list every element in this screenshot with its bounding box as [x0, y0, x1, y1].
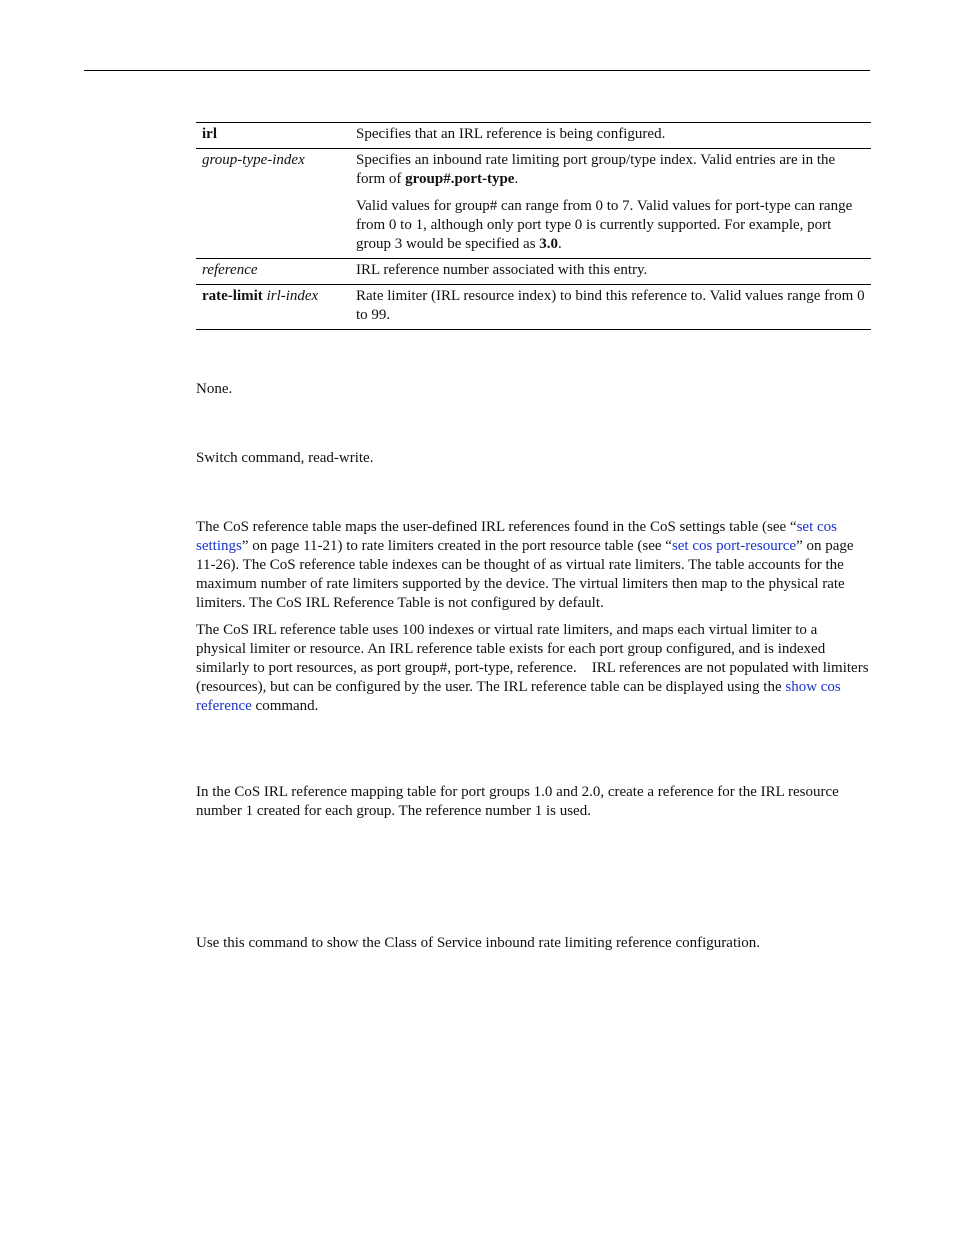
param-name: irl [196, 123, 350, 149]
set-cos-settings-link[interactable]: set cos settings [196, 519, 838, 554]
set-cos-port-resource-link[interactable]: set cos port-resource [671, 538, 797, 554]
example-text: In the CoS IRL reference mapping table for port groups 1.0 and 2.0, create a reference for the IRL resource number 1 created for each group. The reference number 1 is used. [196, 784, 839, 819]
param-description: Specifies an inbound rate limiting port group/type index. Valid entries are in the form of group#.port-type. Valid values for group# can range from 0 to 7. Valid values for port-type can range from 0 to 1, although only port type 0 is currently supported. For example, port group 3 would be specified as 3.0. [350, 149, 871, 259]
param-name: group-type-index [196, 149, 350, 259]
param-name: rate-limit irl-index [196, 285, 350, 330]
defaults-section [196, 380, 871, 399]
param-description: Rate limiter (IRL resource index) to bind this reference to. Valid values range from 0 to 99. [350, 285, 871, 330]
header-rule [84, 70, 870, 71]
param-description: IRL reference number associated with this entry. [350, 259, 871, 285]
example-section [196, 783, 871, 821]
defaults-text: None. [196, 381, 233, 397]
usage-section [196, 518, 871, 716]
usage-paragraph-2: The CoS IRL reference table uses 100 indexes or virtual rate limiters, and maps each virtual limiter to a physical limiter or resource. An IRL reference table exists for each port group configured, and is indexed similarly to port resources, as port group#, port-type, reference. IRL references are not populated with limiters (resources), but can be configured by the user. The IRL reference table can be displayed using the show cos reference command. [196, 622, 869, 714]
show-cos-reference-link[interactable]: show cos reference [196, 679, 841, 714]
table-row [196, 149, 871, 259]
param-name: reference [196, 259, 350, 285]
next-command-section [196, 934, 871, 953]
mode-section [196, 449, 871, 468]
param-description: Specifies that an IRL reference is being configured. [350, 123, 871, 149]
parameter-table [196, 122, 871, 330]
usage-paragraph-1: The CoS reference table maps the user-defined IRL references found in the CoS settings table (see “set cos settings” on page 11-21) to rate limiters created in the port resource table (see “set cos port-resource” on page 11-26). The CoS reference table indexes can be thought of as virtual rate limiters. The table accounts for the maximum number of rate limiters supported by the device. The virtual limiters then map to the physical rate limiters. The CoS IRL Reference Table is not configured by default. [196, 519, 854, 611]
next-command-description: Use this command to show the Class of Service inbound rate limiting reference configuration. [196, 935, 761, 951]
mode-text: Switch command, read-write. [196, 450, 374, 466]
table-row [196, 285, 871, 330]
table-row [196, 123, 871, 149]
table-row [196, 259, 871, 285]
